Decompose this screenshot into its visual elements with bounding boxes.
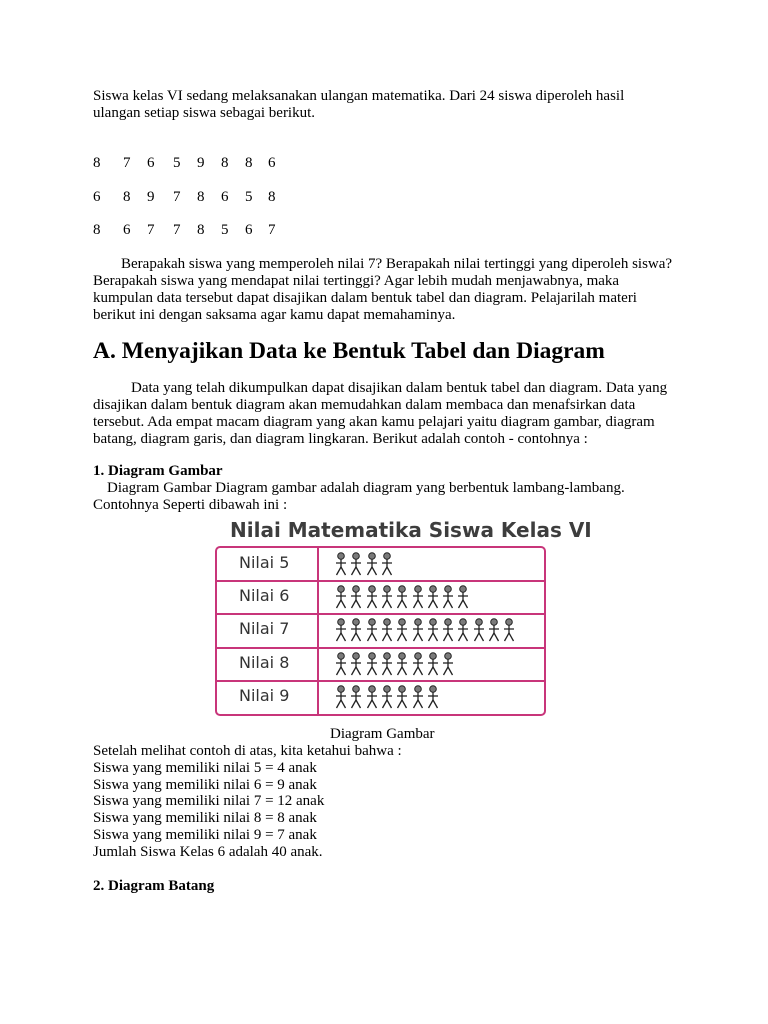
- pictogram-row: [217, 681, 544, 714]
- diagram-gambar-paragraph: Diagram Gambar Diagram gambar adalah diagram yang berbentuk lambang-lambang. Contohnya Seperti dibawah ini :: [93, 480, 625, 513]
- pictogram-row: [217, 548, 544, 581]
- score-value: 6: [268, 155, 276, 171]
- score-value: 8: [197, 189, 205, 205]
- score-value: 8: [268, 189, 276, 205]
- person-icon: [381, 685, 393, 709]
- score-value: 7: [268, 222, 276, 238]
- summary-intro: Setelah melihat contoh di atas, kita ketahui bahwa :: [93, 743, 402, 759]
- score-value: 7: [147, 222, 155, 238]
- score-value: 6: [221, 189, 229, 205]
- pictogram-row: [217, 648, 544, 681]
- score-value: 8: [221, 155, 229, 171]
- score-value: 8: [197, 222, 205, 238]
- person-icon: [412, 618, 424, 642]
- person-icon: [335, 685, 347, 709]
- person-icon: [412, 652, 424, 676]
- score-value: 6: [123, 222, 131, 238]
- person-icon: [381, 585, 393, 609]
- person-icon: [366, 552, 378, 576]
- person-icon: [366, 585, 378, 609]
- score-value: 8: [93, 155, 101, 171]
- figure-caption: Diagram Gambar: [330, 726, 435, 742]
- person-icon: [335, 652, 347, 676]
- questions-paragraph: Berapakah siswa yang memperoleh nilai 7? Berapakah nilai tertinggi yang diperoleh siswa? Berapakah siswa yang mendapat nilai tertinggi? Agar lebih mudah menjawabnya, maka kumpulan data tersebut dapat disajikan dalam bentuk tabel dan diagram. Pelajarilah materi berikut ini dengan saksama agar kamu dapat memahaminya.: [93, 256, 673, 323]
- summary-total: Jumlah Siswa Kelas 6 adalah 40 anak.: [93, 843, 323, 860]
- score-value: 7: [173, 222, 181, 238]
- pictogram-label: Nilai 6: [239, 586, 290, 606]
- pictogram-label: Nilai 7: [239, 619, 290, 639]
- score-value: 9: [197, 155, 205, 171]
- person-icon: [335, 618, 347, 642]
- subheading-diagram-batang: 2. Diagram Batang: [93, 878, 215, 894]
- score-value: 7: [173, 189, 181, 205]
- person-icon: [412, 685, 424, 709]
- person-icon: [381, 652, 393, 676]
- score-value: 5: [221, 222, 229, 238]
- score-value: 6: [93, 189, 101, 205]
- row-divider: [217, 680, 544, 682]
- intro-paragraph: Siswa kelas VI sedang melaksanakan ulangan matematika. Dari 24 siswa diperoleh hasil ulangan setiap siswa sebagai berikut.: [93, 88, 625, 121]
- person-icon: [427, 685, 439, 709]
- person-icon: [335, 552, 347, 576]
- person-icon: [396, 685, 408, 709]
- person-icon: [381, 618, 393, 642]
- subheading-diagram-gambar: 1. Diagram Gambar: [93, 463, 223, 479]
- person-icon: [503, 618, 515, 642]
- person-icon: [396, 585, 408, 609]
- summary-line: Siswa yang memiliki nilai 6 = 9 anak: [93, 776, 317, 793]
- person-icon: [396, 618, 408, 642]
- section-heading: A. Menyajikan Data ke Bentuk Tabel dan Diagram: [93, 338, 605, 364]
- person-icon: [442, 652, 454, 676]
- score-value: 5: [173, 155, 181, 171]
- person-icon: [442, 585, 454, 609]
- person-icon: [427, 618, 439, 642]
- pictogram-row: [217, 581, 544, 614]
- summary-block: [93, 743, 402, 861]
- row-divider: [217, 613, 544, 615]
- person-icon: [350, 685, 362, 709]
- summary-line: Siswa yang memiliki nilai 5 = 4 anak: [93, 759, 317, 776]
- row-divider: [217, 580, 544, 582]
- person-icon: [457, 618, 469, 642]
- person-icon: [350, 618, 362, 642]
- score-value: 6: [245, 222, 253, 238]
- person-icon: [457, 585, 469, 609]
- summary-line: Siswa yang memiliki nilai 8 = 8 anak: [93, 810, 317, 827]
- pictogram-table: [215, 546, 546, 716]
- pictogram-label: Nilai 5: [239, 553, 290, 572]
- pictogram-label: Nilai 9: [239, 685, 290, 705]
- score-value: 8: [245, 155, 253, 171]
- person-icon: [473, 618, 485, 642]
- section-intro-paragraph: Data yang telah dikumpulkan dapat disajikan dalam bentuk tabel dan diagram. Data yang disajikan dalam bentuk diagram akan memudahkan dalam membaca dan menafsirkan data tersebut. Ada empat macam diagram yang akan kamu pelajari yaitu diagram gambar, diagram batang, diagram garis, dan diagram lingkaran. Berikut adalah contoh - contohnya :: [93, 380, 668, 447]
- person-icon: [396, 652, 408, 676]
- person-icon: [366, 685, 378, 709]
- pictogram-title: Nilai Matematika Siswa Kelas VI: [230, 518, 592, 542]
- pictogram-row: [217, 614, 544, 647]
- score-value: 6: [147, 155, 155, 171]
- person-icon: [488, 618, 500, 642]
- person-icon: [335, 585, 347, 609]
- score-value: 9: [147, 189, 155, 205]
- person-icon: [350, 552, 362, 576]
- person-icon: [412, 585, 424, 609]
- score-value: 5: [245, 189, 253, 205]
- summary-line: Siswa yang memiliki nilai 9 = 7 anak: [93, 826, 317, 843]
- row-divider: [217, 647, 544, 649]
- person-icon: [381, 552, 393, 576]
- score-value: 8: [123, 189, 131, 205]
- person-icon: [442, 618, 454, 642]
- person-icon: [366, 618, 378, 642]
- person-icon: [427, 585, 439, 609]
- person-icon: [427, 652, 439, 676]
- score-value: 7: [123, 155, 131, 171]
- person-icon: [350, 585, 362, 609]
- score-value: 8: [93, 222, 101, 238]
- person-icon: [350, 652, 362, 676]
- person-icon: [366, 652, 378, 676]
- pictogram-label: Nilai 8: [239, 652, 290, 672]
- summary-line: Siswa yang memiliki nilai 7 = 12 anak: [93, 793, 325, 810]
